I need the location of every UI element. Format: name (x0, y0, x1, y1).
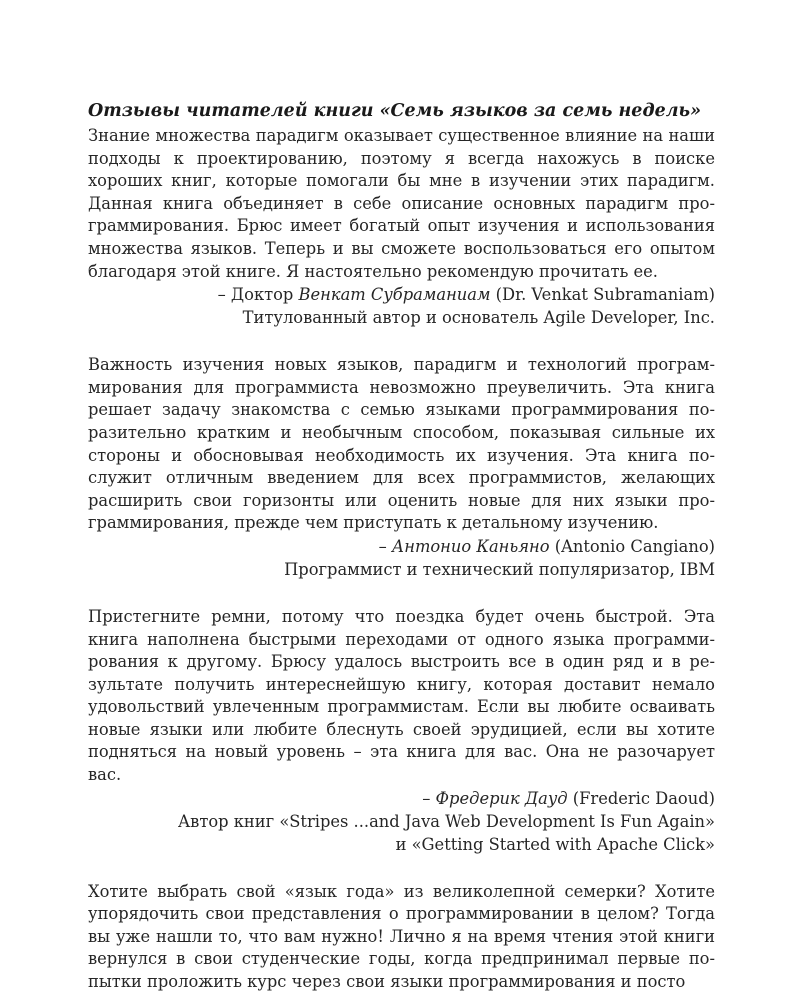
page-content (88, 98, 715, 994)
review-text: Знание множества парадигм оказывает существенное влияние на наши подходы к проектированию, поэтому я всегда нахожусь в поиске хороших книг, которые помогали бы мне в изучении этих парадигм. Данная книга объединяет в себе описание основных парадигм программирования. Брюс имеет богатый опыт изучения и использования множества языков. Теперь и вы сможете воспользоваться его опытом благодаря этой книге. Я настоятельно рекомендую прочитать ее. (88, 126, 715, 281)
review-author (88, 535, 715, 558)
review-block-3 (88, 606, 715, 856)
review-author (88, 283, 715, 306)
author-title: Автор книг «Stripes ...and Java Web Development Is Fun Again» (177, 811, 715, 831)
author-title: Программист и технический популяризатор, IBM (284, 559, 715, 579)
author-latin-name: (Antonio Cangiano) (549, 536, 715, 556)
review-block-2 (88, 354, 715, 581)
section-heading: Отзывы читателей книги «Семь языков за семь недель» (88, 101, 702, 121)
review-block-1 (88, 125, 715, 329)
author-title: Титулованный автор и основатель Agile Developer, Inc. (242, 308, 715, 328)
author-latin-name: (Dr. Venkat Subramaniam) (490, 285, 715, 305)
author-dash: – (422, 788, 436, 808)
author-dash: – Доктор (217, 285, 299, 305)
author-dash: – (378, 536, 392, 556)
review-author (88, 787, 715, 810)
author-title: и «Getting Started with Apache Click» (395, 834, 715, 854)
review-text: Хотите выбрать свой «язык года» из великолепной семерки? Хотите упорядочить свои представления о программировании в целом? Тогда вы уже нашли то, что вам нужно! Лично я на время чтения этой книги вернулся в свои студенческие годы, когда предпринимал первые попытки проложить курс через свои языки программирования и посто (88, 881, 715, 992)
author-name: Антонио Каньяно (391, 536, 550, 556)
author-latin-name: (Frederic Daoud) (567, 788, 715, 808)
review-block-4 (88, 881, 715, 994)
author-name: Венкат Субраманиам (298, 285, 491, 305)
review-text: Пристегните ремни, потому что поездка будет очень быстрой. Эта книга наполнена быстрыми переходами от одного языка программирования к другому. Брюсу удалось выстроить все в один ряд и в результате получить интереснейшую книгу, которая доставит немало удовольствий увлеченным программистам. Если вы любите осваивать новые языки или любите блеснуть своей эрудицией, если вы хотите подняться на новый уровень – эта книга для вас. Она не разочарует вас. (88, 606, 715, 785)
review-text: Важность изучения новых языков, парадигм и технологий программирования для программиста невозможно преувеличить. Эта книга решает задачу знакомства с семью языками программирования поразительно кратким и необычным способом, показывая сильные их стороны и обосновывая необходимость их изучения. Эта книга послужит отличным введением для всех программистов, желающих расширить свои горизонты или оценить новые для них языки программирования, прежде чем приступать к детальному изучению. (88, 355, 715, 533)
author-name: Фредерик Дауд (435, 788, 568, 808)
